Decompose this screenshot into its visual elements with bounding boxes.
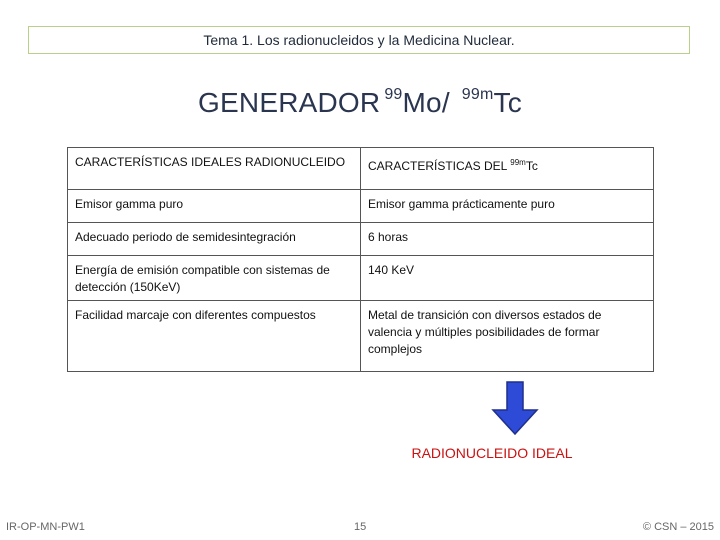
row-3-right: 140 KeV	[361, 256, 654, 301]
footer-copyright: © CSN – 2015	[642, 521, 714, 533]
row-4-left: Facilidad marcaje con diferentes compuestos	[68, 301, 361, 372]
result-label: RADIONUCLEIDO IDEAL	[411, 445, 573, 461]
characteristics-table	[67, 147, 654, 372]
header-cell-tc-text: CARACTERÍSTICAS DEL	[368, 159, 511, 173]
table-row	[68, 223, 654, 256]
table-row	[68, 256, 654, 301]
row-1-left: Emisor gamma puro	[68, 190, 361, 223]
row-2-right: 6 horas	[361, 223, 654, 256]
row-2-left: Adecuado periodo de semidesintegración	[68, 223, 361, 256]
title-element-2: Tc	[493, 87, 522, 118]
header-cell-tc-sup: 99m	[510, 158, 526, 167]
title-mass-number-2: 99m	[461, 86, 494, 103]
header-cell-ideal: CARACTERÍSTICAS IDEALES RADIONUCLEIDO	[68, 148, 361, 190]
title-mass-number-1: 99	[384, 86, 403, 103]
title-word: GENERADOR	[198, 87, 381, 118]
table-row	[68, 190, 654, 223]
header-cell-tc	[361, 148, 654, 190]
topic-header	[28, 26, 690, 54]
row-3-left: Energía de emisión compatible con sistemas de detección (150KeV)	[68, 256, 361, 301]
table-header-row	[68, 148, 654, 190]
header-cell-tc-element: Tc	[525, 159, 538, 173]
footer-code: IR-OP-MN-PW1	[6, 521, 85, 533]
slide-title	[0, 86, 720, 119]
row-4-right: Metal de transición con diversos estados de valencia y múltiples posibilidades de formar complejos	[361, 301, 654, 372]
table-row	[68, 301, 654, 372]
page-number: 15	[354, 521, 367, 533]
topic-header-text: Tema 1. Los radionucleidos y la Medicina Nuclear.	[203, 32, 515, 48]
title-element-1: Mo/	[402, 87, 450, 118]
down-arrow-icon	[490, 380, 540, 436]
row-1-right: Emisor gamma prácticamente puro	[361, 190, 654, 223]
